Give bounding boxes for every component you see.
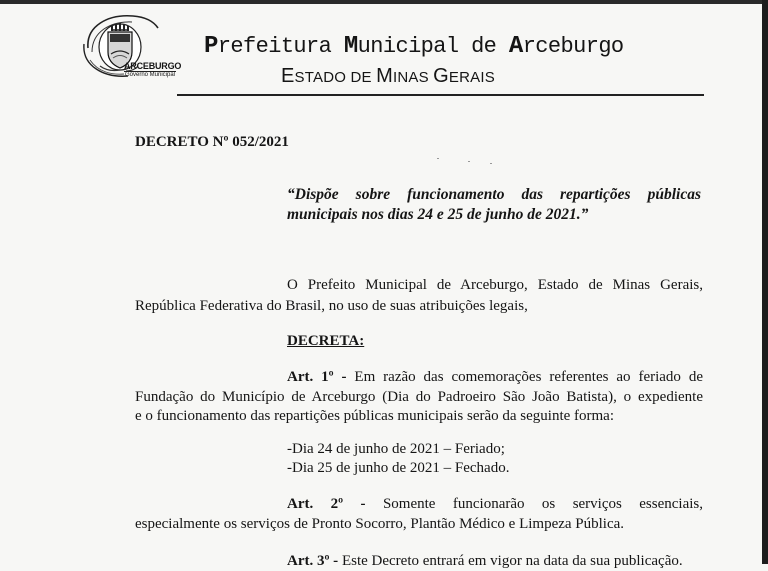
summary-line-1: “Dispõe sobre funcionamento das repartições públicas: [287, 186, 701, 203]
title-word: unicipal de: [357, 34, 509, 59]
state-word: ERAIS: [448, 69, 495, 86]
title-word: rceburgo: [522, 34, 624, 59]
title-initial: M: [343, 33, 358, 60]
state-word: STADO DE: [294, 69, 377, 86]
letterhead-title: [204, 33, 624, 60]
article-1-item: -Dia 25 de junho de 2021 – Fechado.: [287, 460, 510, 476]
article-3-label: Art. 3º -: [287, 553, 339, 569]
article-1-line-2: Fundação do Município de Arceburgo (Dia do Padroeiro São João Batista), o expediente: [135, 389, 703, 405]
state-word: INAS: [392, 69, 434, 86]
logo-name: ARCEBURGO: [124, 61, 182, 71]
article-2-text: Somente funcionarão os serviços essenciais,: [365, 496, 703, 512]
article-1-text: Em razão das comemorações referentes ao feriado de: [346, 369, 703, 385]
logo-caption: [124, 61, 182, 78]
summary-line-2: municipais nos dias 24 e 25 de junho de 2021.”: [287, 206, 589, 223]
state-initial: E: [281, 65, 295, 87]
article-3-line-1: [287, 551, 683, 571]
article-1-line-1: [287, 367, 703, 387]
article-2-label: Art. 2º -: [287, 496, 366, 512]
letterhead-divider: [177, 94, 704, 96]
scan-top-edge: [0, 0, 768, 4]
scan-speck: [468, 161, 470, 162]
preamble-line-1: O Prefeito Municipal de Arceburgo, Estado de Minas Gerais,: [287, 277, 703, 293]
article-2-line-2: especialmente os serviços de Pronto Socorro, Plantão Médico e Limpeza Pública.: [135, 516, 625, 532]
letterhead-state: [281, 65, 495, 88]
title-initial: A: [508, 33, 523, 60]
state-initial: M: [376, 65, 393, 87]
article-2-line-1: [287, 494, 703, 514]
scan-speck: [490, 163, 492, 164]
title-initial: P: [204, 33, 218, 60]
decreta-heading: DECRETA:: [287, 333, 365, 349]
article-3-text: Este Decreto entrará em vigor na data da sua publicação.: [338, 553, 683, 569]
article-1-item: -Dia 24 de junho de 2021 – Feriado;: [287, 441, 505, 457]
decree-number: DECRETO Nº 052/2021: [135, 134, 289, 150]
preamble-line-2: República Federativa do Brasil, no uso de suas atribuições legais,: [135, 298, 528, 314]
article-1-label: Art. 1º -: [287, 369, 347, 385]
scan-speck: [437, 158, 439, 159]
title-word: refeitura: [217, 34, 344, 59]
article-1-line-3: e o funcionamento das repartições públicas municipais serão da seguinte forma:: [135, 408, 615, 424]
scan-right-edge: [762, 0, 768, 564]
state-initial: G: [433, 65, 449, 87]
logo-subtitle: Governo Municipal: [124, 72, 176, 78]
decree-summary: [287, 185, 701, 225]
